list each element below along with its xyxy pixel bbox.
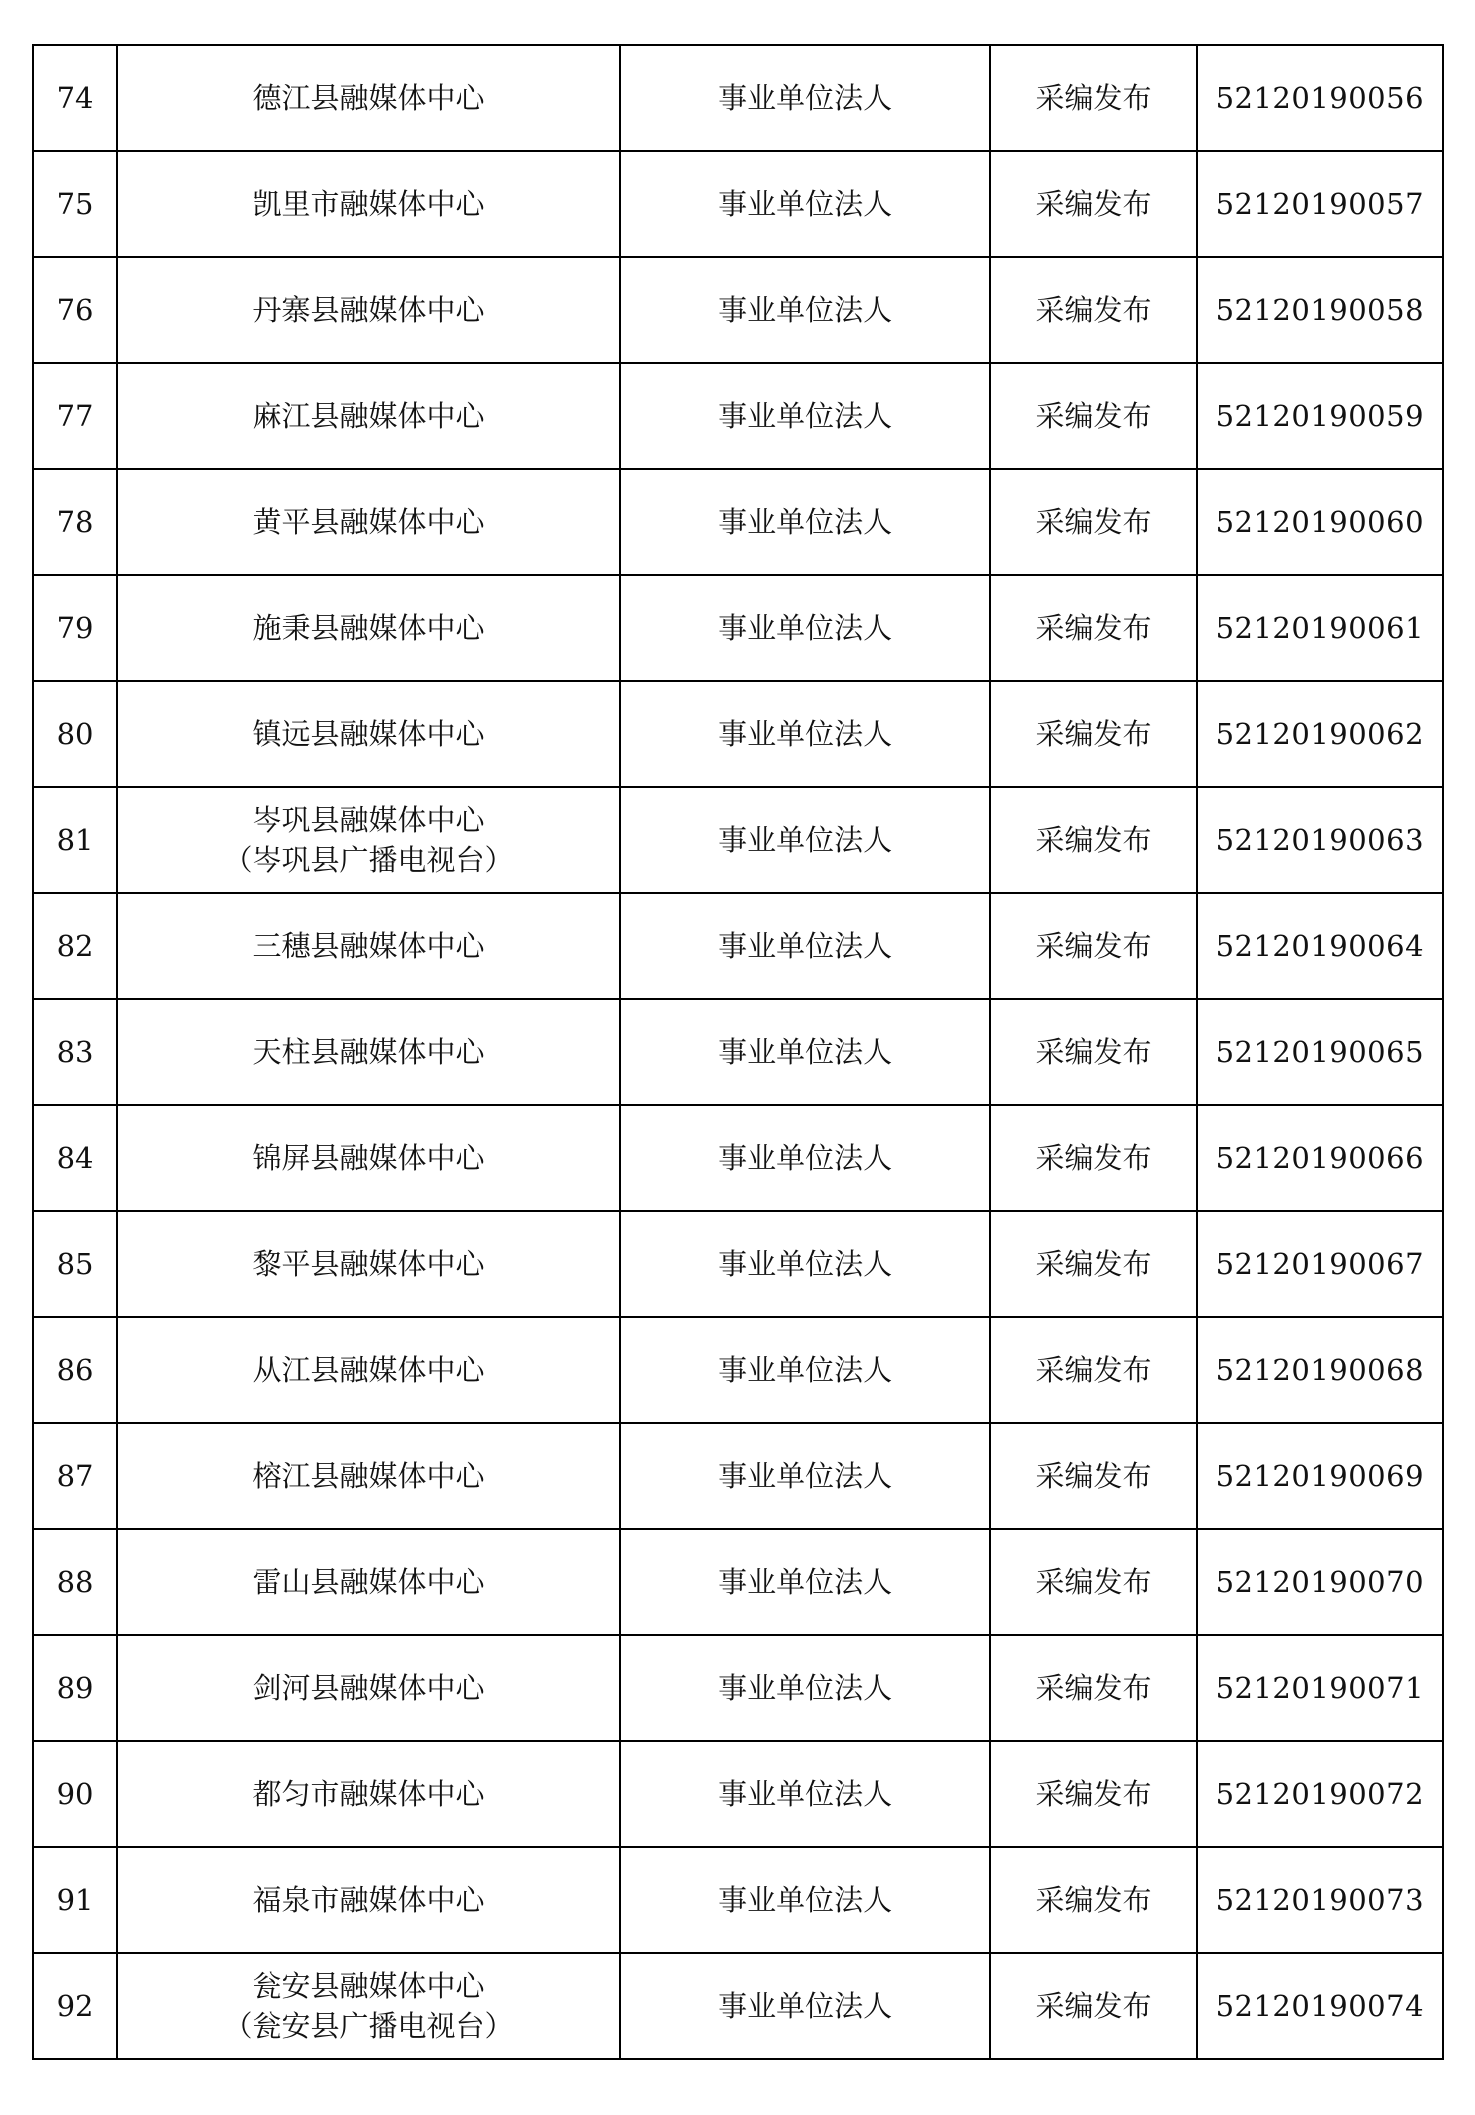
org-type: 事业单位法人 (620, 681, 991, 787)
business-scope: 采编发布 (990, 681, 1196, 787)
org-name-cell (117, 469, 620, 575)
org-name-cell (117, 1529, 620, 1635)
table-row (33, 257, 1443, 363)
org-type: 事业单位法人 (620, 575, 991, 681)
table-row (33, 1847, 1443, 1953)
org-name-cell (117, 893, 620, 999)
org-name: 黄平县融媒体中心 (252, 504, 485, 539)
business-scope: 采编发布 (990, 151, 1196, 257)
table-row (33, 151, 1443, 257)
table-row (33, 893, 1443, 999)
business-scope: 采编发布 (990, 1635, 1196, 1741)
org-type: 事业单位法人 (620, 1317, 991, 1423)
org-name: 从江县融媒体中心 (252, 1352, 485, 1387)
org-name-cell (117, 1847, 620, 1953)
row-number: 78 (33, 469, 117, 575)
business-scope: 采编发布 (990, 1317, 1196, 1423)
org-name-cell (117, 1211, 620, 1317)
business-scope: 采编发布 (990, 1529, 1196, 1635)
org-type: 事业单位法人 (620, 1741, 991, 1847)
business-scope: 采编发布 (990, 1847, 1196, 1953)
org-name: 榕江县融媒体中心 (252, 1458, 485, 1493)
business-scope: 采编发布 (990, 257, 1196, 363)
row-number: 74 (33, 45, 117, 151)
org-type: 事业单位法人 (620, 787, 991, 893)
org-type: 事业单位法人 (620, 257, 991, 363)
license-code: 52120190073 (1197, 1847, 1443, 1953)
business-scope: 采编发布 (990, 1211, 1196, 1317)
row-number: 84 (33, 1105, 117, 1211)
license-code: 52120190065 (1197, 999, 1443, 1105)
org-name-cell (117, 1635, 620, 1741)
table-row (33, 469, 1443, 575)
business-scope: 采编发布 (990, 45, 1196, 151)
license-code: 52120190057 (1197, 151, 1443, 257)
license-code: 52120190064 (1197, 893, 1443, 999)
org-type: 事业单位法人 (620, 1635, 991, 1741)
business-scope: 采编发布 (990, 1741, 1196, 1847)
org-name: 都匀市融媒体中心 (252, 1776, 485, 1811)
license-code: 52120190058 (1197, 257, 1443, 363)
org-name-cell (117, 787, 620, 893)
org-name: 三穗县融媒体中心 (252, 928, 485, 963)
org-type: 事业单位法人 (620, 1423, 991, 1529)
org-name: 凯里市融媒体中心 (252, 186, 485, 221)
org-name-cell (117, 363, 620, 469)
org-name: 麻江县融媒体中心 (252, 398, 485, 433)
org-alias: （岑巩县广播电视台） (223, 843, 514, 877)
row-number: 90 (33, 1741, 117, 1847)
org-type: 事业单位法人 (620, 893, 991, 999)
org-name: 天柱县融媒体中心 (252, 1034, 485, 1069)
org-type: 事业单位法人 (620, 1105, 991, 1211)
row-number: 86 (33, 1317, 117, 1423)
org-name: 锦屏县融媒体中心 (252, 1140, 485, 1175)
license-code: 52120190062 (1197, 681, 1443, 787)
business-scope: 采编发布 (990, 999, 1196, 1105)
table-row (33, 1741, 1443, 1847)
org-type: 事业单位法人 (620, 1529, 991, 1635)
row-number: 77 (33, 363, 117, 469)
org-name-cell (117, 681, 620, 787)
org-name-cell (117, 1105, 620, 1211)
row-number: 80 (33, 681, 117, 787)
row-number: 82 (33, 893, 117, 999)
table-row (33, 1635, 1443, 1741)
row-number: 83 (33, 999, 117, 1105)
table-row (33, 363, 1443, 469)
row-number: 92 (33, 1953, 117, 2059)
license-code: 52120190069 (1197, 1423, 1443, 1529)
business-scope: 采编发布 (990, 893, 1196, 999)
org-name: 瓮安县融媒体中心 (252, 1968, 485, 2003)
org-name: 岑巩县融媒体中心 (252, 802, 485, 837)
row-number: 79 (33, 575, 117, 681)
license-code: 52120190071 (1197, 1635, 1443, 1741)
row-number: 89 (33, 1635, 117, 1741)
org-name-cell (117, 45, 620, 151)
row-number: 91 (33, 1847, 117, 1953)
business-scope: 采编发布 (990, 1423, 1196, 1529)
table-row (33, 1529, 1443, 1635)
org-name-cell (117, 999, 620, 1105)
business-scope: 采编发布 (990, 1953, 1196, 2059)
registry-table-body (33, 45, 1443, 2059)
business-scope: 采编发布 (990, 1105, 1196, 1211)
license-code: 52120190072 (1197, 1741, 1443, 1847)
license-code: 52120190074 (1197, 1953, 1443, 2059)
business-scope: 采编发布 (990, 787, 1196, 893)
license-code: 52120190066 (1197, 1105, 1443, 1211)
business-scope: 采编发布 (990, 469, 1196, 575)
license-code: 52120190067 (1197, 1211, 1443, 1317)
row-number: 76 (33, 257, 117, 363)
org-name-cell (117, 1741, 620, 1847)
business-scope: 采编发布 (990, 575, 1196, 681)
org-name-cell (117, 257, 620, 363)
table-row (33, 999, 1443, 1105)
org-name-cell (117, 1317, 620, 1423)
org-type: 事业单位法人 (620, 1211, 991, 1317)
license-code: 52120190059 (1197, 363, 1443, 469)
org-type: 事业单位法人 (620, 363, 991, 469)
license-code: 52120190061 (1197, 575, 1443, 681)
org-alias: （瓮安县广播电视台） (223, 2009, 514, 2043)
org-name: 施秉县融媒体中心 (252, 610, 485, 645)
table-row (33, 1317, 1443, 1423)
org-name: 镇远县融媒体中心 (252, 716, 485, 751)
table-row (33, 45, 1443, 151)
row-number: 87 (33, 1423, 117, 1529)
org-name: 福泉市融媒体中心 (252, 1882, 485, 1917)
org-name-cell (117, 1953, 620, 2059)
org-name: 黎平县融媒体中心 (252, 1246, 485, 1281)
business-scope: 采编发布 (990, 363, 1196, 469)
table-row (33, 1105, 1443, 1211)
row-number: 75 (33, 151, 117, 257)
table-row (33, 1423, 1443, 1529)
org-type: 事业单位法人 (620, 1847, 991, 1953)
table-row (33, 681, 1443, 787)
org-type: 事业单位法人 (620, 151, 991, 257)
row-number: 81 (33, 787, 117, 893)
row-number: 88 (33, 1529, 117, 1635)
org-name: 雷山县融媒体中心 (252, 1564, 485, 1599)
org-name: 德江县融媒体中心 (252, 80, 485, 115)
table-row (33, 787, 1443, 893)
org-name-cell (117, 151, 620, 257)
license-code: 52120190070 (1197, 1529, 1443, 1635)
license-code: 52120190068 (1197, 1317, 1443, 1423)
org-name: 剑河县融媒体中心 (252, 1670, 485, 1705)
org-name: 丹寨县融媒体中心 (252, 292, 485, 327)
org-type: 事业单位法人 (620, 1953, 991, 2059)
registry-table (32, 44, 1444, 2060)
license-code: 52120190056 (1197, 45, 1443, 151)
row-number: 85 (33, 1211, 117, 1317)
table-row (33, 1953, 1443, 2059)
table-row (33, 1211, 1443, 1317)
org-type: 事业单位法人 (620, 45, 991, 151)
org-name-cell (117, 575, 620, 681)
org-type: 事业单位法人 (620, 999, 991, 1105)
license-code: 52120190060 (1197, 469, 1443, 575)
org-name-cell (117, 1423, 620, 1529)
license-code: 52120190063 (1197, 787, 1443, 893)
table-row (33, 575, 1443, 681)
org-type: 事业单位法人 (620, 469, 991, 575)
